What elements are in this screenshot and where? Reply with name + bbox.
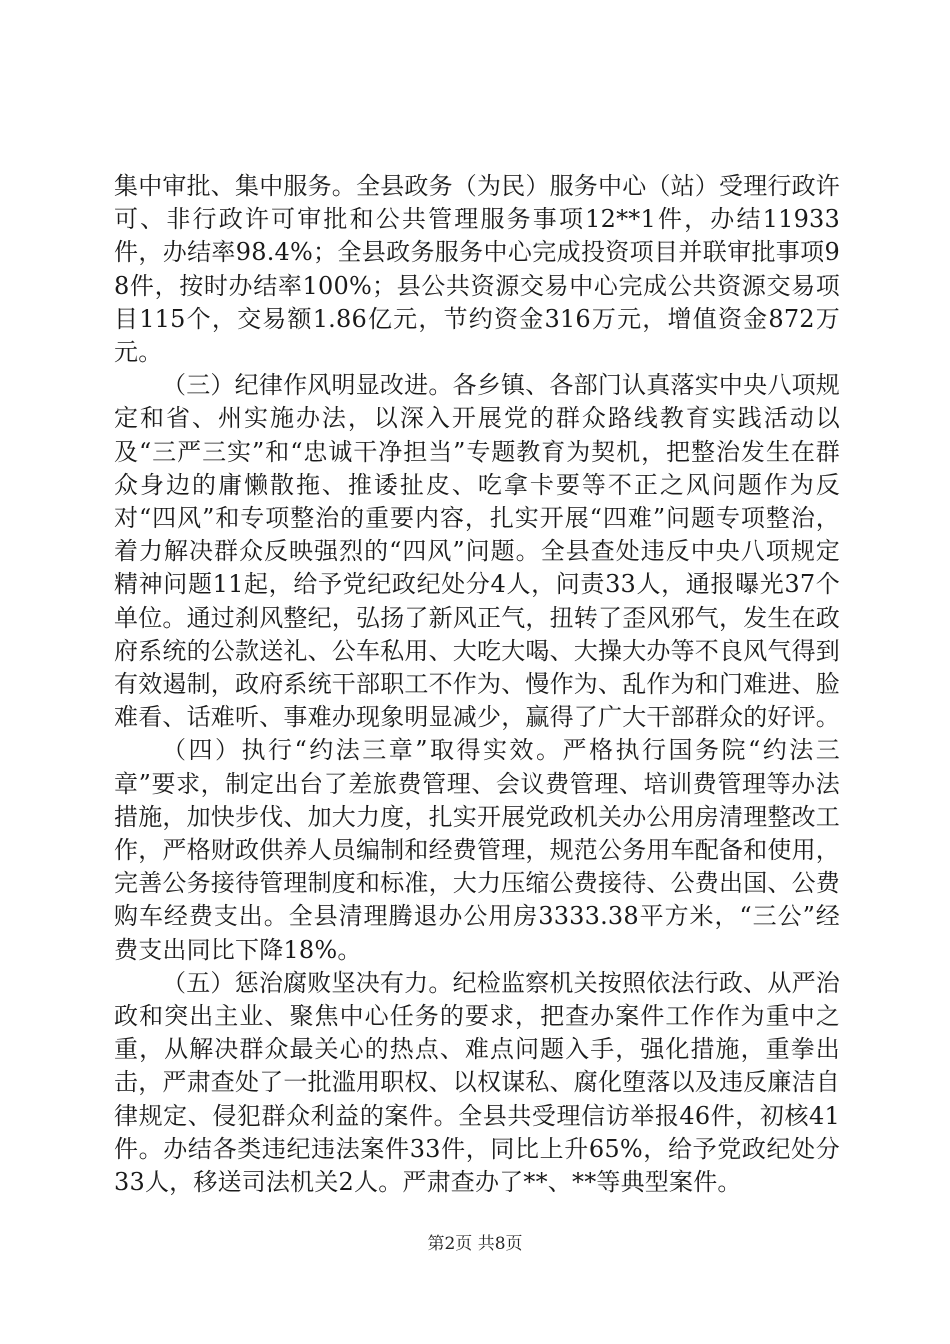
document-body — [114, 170, 840, 1199]
paragraph-3: （五）惩治腐败坚决有力。纪检监察机关按照依法行政、从严治政和突出主业、聚焦中心任务的要求，把查办案件工作作为重中之重，从解决群众最关心的热点、难点问题入手，强化措施，重拳出击，严肃查处了一批滥用职权、以权谋私、腐化堕落以及违反廉洁自律规定、侵犯群众利益的案件。全县共受理信访举报46件，初核41件。办结各类违纪违法案件33件，同比上升65%，给予党政纪处分33人，移送司法机关2人。严肃查办了**、**等典型案件。 — [114, 968, 840, 1197]
paragraph-1: （三）纪律作风明显改进。各乡镇、各部门认真落实中央八项规定和省、州实施办法，以深入开展党的群众路线教育实践活动以及“三严三实”和“忠诚干净担当”专题教育为契机，把整治发生在群众身边的庸懒散拖、推诿扯皮、吃拿卡要等不正之风问题作为反对“四风”和专项整治的重要内容，扎实开展“四难”问题专项整治，着力解决群众反映强烈的“四风”问题。全县查处违反中央八项规定精神问题11起，给予党纪政纪处分4人，问责33人，通报曝光37个单位。通过刹风整纪，弘扬了新风正气，扭转了歪风邪气，发生在政府系统的公款送礼、公车私用、大吃大喝、大操大办等不良风气得到有效遏制，政府系统干部职工不作为、慢作为、乱作为和门难进、脸难看、话难听、事难办现象明显减少，赢得了广大干部群众的好评。 — [114, 371, 840, 732]
paragraph-0: 集中审批、集中服务。全县政务（为民）服务中心（站）受理行政许可、非行政许可审批和公共管理服务事项12**1件，办结11933件，办结率98.4%；全县政务服务中心完成投资项目并联审批事项98件，按时办结率100%；县公共资源交易中心完成公共资源交易项目115个，交易额1.86亿元，节约资金316万元，增值资金872万元。 — [114, 172, 840, 367]
paragraph-2: （四）执行“约法三章”取得实效。严格执行国务院“约法三章”要求，制定出台了差旅费管理、会议费管理、培训费管理等办法措施，加快步伐、加大力度，扎实开展党政机关办公用房清理整改工作，严格财政供养人员编制和经费管理，规范公务用车配备和使用，完善公务接待管理制度和标准，大力压缩公费接待、公费出国、公费购车经费支出。全县清理腾退办公用房3333.38平方米，“三公”经费支出同比下降18%。 — [114, 736, 840, 964]
page-number-footer: 第2页 共8页 — [427, 1234, 523, 1254]
